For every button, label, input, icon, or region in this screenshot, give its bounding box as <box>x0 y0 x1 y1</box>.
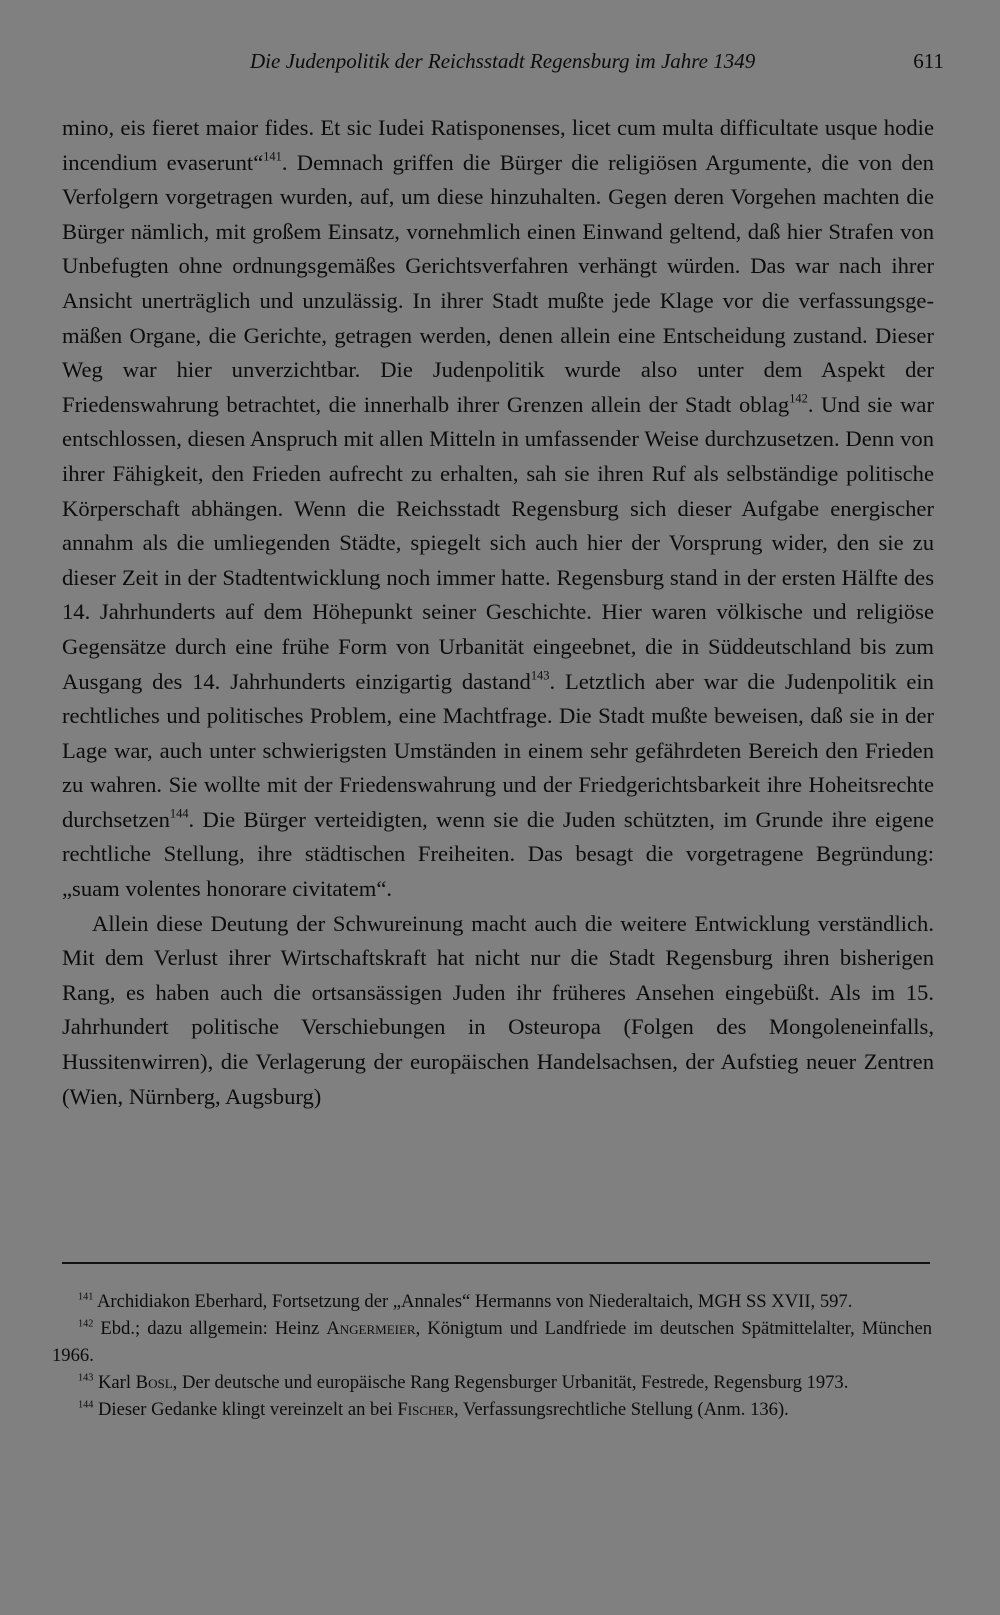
footnote-text: Karl <box>93 1372 136 1393</box>
footnote-ref-143: 143 <box>530 668 550 683</box>
footnote-number: 142 <box>78 1318 94 1330</box>
footnote-ref-142: 142 <box>789 391 808 406</box>
paragraph-1 <box>62 111 934 907</box>
footnote-text: Dieser Gedanke klingt vereinzelt an bei <box>93 1399 398 1420</box>
text-segment: . Und sie war entschlossen, diesen Anspruch mit allen Mitteln in umfassender Weise durchzusetzen. Denn von ihrer Fähigkeit, den Frieden aufrecht zu erhalten, sah sie ihren Ruf als selbständige politische Körperschaft abhängen. Wenn die Reichsstadt Regensburg sich dieser Aufgabe energischer annahm als die umliegenden Städte, spiegelt sich auch hier der Vorsprung wider, den sie zu dieser Zeit in der Stadtentwicklung noch immer hatte. Regensburg stand in der ersten Hälfte des 14. Jahrhunderts auf dem Höhepunkt seiner Geschichte. Hier waren völkische und religiöse Gegensätze durch eine frühe Form von Urbanität eingeebnet, die in Süddeutschland bis zum Ausgang des 14. Jahrhunderts einzigartig dastand <box>62 391 934 694</box>
footnote-text: , Königtum und Landfriede im deutschen Spätmittelalter, München 1966. <box>52 1318 932 1366</box>
footnote-text: , Verfassungsrechtliche Stellung (Anm. 136). <box>454 1399 789 1420</box>
text-segment: . Demnach griffen die Bürger die religiösen Argumente, die von den Verfolgern vorgetragen wurden, auf, um diese hinzuhalten. Gegen deren Vorgehen machten die Bürger nämlich, mit großem Einsatz, vornehmlich einen Einwand geltend, daß hier Strafen von Unbefugten ohne ordnungsgemäßes Gerichtsverfahren verhängt würden. Das war nach ihrer Ansicht unerträglich und unzulässig. In ihrer Stadt mußte jede Klage vor die verfassungsgemäßen Organe, die Gerichte, getragen werden, denen allein eine Entscheidung zustand. Dieser Weg war hier unverzichtbar. Die Judenpolitik wurde also unter dem Aspekt der Friedenswahrung betrachtet, die innerhalb ihrer Grenzen allein der Stadt oblag <box>62 149 934 417</box>
main-text <box>62 111 934 1114</box>
footnotes <box>52 1288 932 1423</box>
footnote-text: Archidiakon Eberhard, Fortsetzung der „Annales“ Hermanns von Niederaltaich, MGH SS XVII, 597. <box>93 1291 853 1312</box>
footnote-143 <box>52 1369 932 1396</box>
author-name: Fischer <box>397 1399 454 1420</box>
footnote-ref-141: 141 <box>263 149 282 164</box>
footnote-number: 141 <box>78 1291 94 1303</box>
paragraph-2: Allein diese Deutung der Schwureinung macht auch die weitere Entwicklung verständlich. Mit dem Verlust ihrer Wirtschaftskraft hat nicht nur die Stadt Regensburg ihren bisherigen Rang, es haben auch die ortsansässigen Juden ihr früheres Ansehen eingebüßt. Als im 15. Jahrhundert politische Verschiebungen in Osteuropa (Folgen des Mongoleneinfalls, Hussitenwirren), die Verlagerung der europäischen Handelsachsen, der Aufstieg neuer Zentren (Wien, Nürnberg, Augsburg) <box>62 910 934 1109</box>
footnote-number: 143 <box>78 1372 94 1384</box>
page-number: 611 <box>913 49 944 73</box>
author-name: Angermeier <box>326 1318 416 1339</box>
text-segment: mino, eis fieret maior fides. Et sic Iudei Ratisponenses, licet cum multa difficultate usque hodie incendium evaserunt“ <box>62 115 934 175</box>
footnote-ref-144: 144 <box>169 806 189 821</box>
text-segment: . Die Bürger verteidigten, wenn sie die Juden schützten, im Grunde ihre eigene rechtliche Stellung, ihre städtischen Freiheiten. Das besagt die vorgetragene Begründung: „suam volentes honorare civitatem“. <box>62 806 934 902</box>
footnote-144 <box>52 1396 932 1423</box>
footnote-text: , Der deutsche und europäische Rang Regensburger Urbanität, Festrede, Regensburg 1973. <box>172 1372 849 1393</box>
running-title: Die Judenpolitik der Reichsstadt Regensburg im Jahre 1349 <box>250 49 756 73</box>
footnote-141 <box>52 1288 932 1315</box>
footnote-number: 144 <box>78 1399 94 1411</box>
footnote-142 <box>52 1315 932 1369</box>
footnote-text: Ebd.; dazu allgemein: Heinz <box>93 1318 327 1339</box>
text-segment: . Letztlich aber war die Judenpolitik ein rechtliches und politisches Problem, eine Machtfrage. Die Stadt mußte beweisen, daß sie in der Lage war, auch unter schwierigsten Umständen in einem sehr gefährdeten Bereich den Frieden zu wahren. Sie wollte mit der Friedenswahrung und der Friedgerichtsbarkeit ihre Hoheitsrechte durchsetzen <box>62 668 934 832</box>
author-name: Bosl <box>135 1372 173 1393</box>
page-header <box>62 44 944 78</box>
footnote-divider <box>62 1262 930 1264</box>
